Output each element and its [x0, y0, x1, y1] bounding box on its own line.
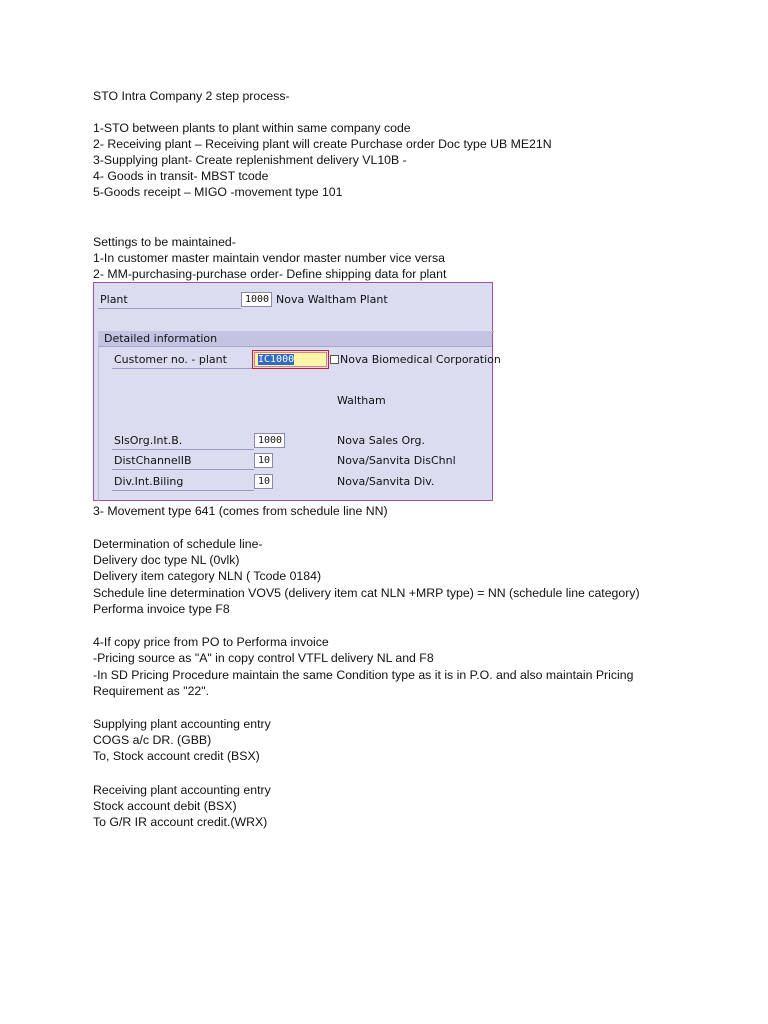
- doc-line: Determination of schedule line-: [93, 537, 263, 551]
- doc-line: Stock account debit (BSX): [93, 799, 237, 813]
- doc-line: 5-Goods receipt – MIGO -movement type 101: [93, 185, 343, 199]
- doc-line: To G/R IR account credit.(WRX): [93, 815, 268, 829]
- doc-line: COGS a/c DR. (GBB): [93, 733, 212, 747]
- doc-line: 2- MM-purchasing-purchase order- Define shipping data for plant: [93, 267, 447, 281]
- doc-line: Performa invoice type F8: [93, 602, 230, 616]
- doc-line: 3-Supplying plant- Create replenishment delivery VL10B -: [93, 153, 407, 167]
- doc-line: Schedule line determination VOV5 (delivery item cat NLN +MRP type) = NN (schedule line category): [93, 586, 640, 600]
- div-field[interactable]: 10: [254, 474, 273, 489]
- doc-line: -Pricing source as "A" in copy control VTFL delivery NL and F8: [93, 651, 434, 665]
- doc-line: Settings to be maintained-: [93, 235, 236, 249]
- value-help-icon[interactable]: [330, 355, 339, 364]
- doc-title: STO Intra Company 2 step process-: [93, 89, 290, 103]
- customer-label: Customer no. - plant: [114, 353, 227, 366]
- div-name: Nova/Sanvita Div.: [337, 475, 435, 488]
- doc-line: 1-STO between plants to plant within same company code: [93, 121, 411, 135]
- city: Waltham: [337, 394, 386, 407]
- doc-line: 3- Movement type 641 (comes from schedule line NN): [93, 504, 388, 518]
- div-underline: [112, 490, 254, 491]
- sap-screenshot: [93, 282, 501, 501]
- doc-line: 4-If copy price from PO to Performa invoice: [93, 635, 329, 649]
- doc-line: Delivery doc type NL (0vlk): [93, 553, 240, 567]
- doc-line: -In SD Pricing Procedure maintain the same Condition type as it is in P.O. and also maintain Pricing: [93, 668, 634, 682]
- section-title: Detailed information: [104, 332, 218, 345]
- distch-label: DistChannelIB: [114, 454, 192, 467]
- doc-line: Receiving plant accounting entry: [93, 783, 271, 797]
- slsorg-label: SlsOrg.Int.B.: [114, 434, 183, 447]
- doc-line: 2- Receiving plant – Receiving plant will create Purchase order Doc type UB ME21N: [93, 137, 552, 151]
- plant-underline: [98, 308, 241, 309]
- slsorg-underline: [112, 449, 254, 450]
- customer-name: Nova Biomedical Corporation: [340, 353, 501, 366]
- doc-line: Delivery item category NLN ( Tcode 0184): [93, 569, 322, 583]
- doc-line: 1-In customer master maintain vendor master number vice versa: [93, 251, 445, 265]
- plant-field[interactable]: 1000: [241, 292, 272, 307]
- distch-name: Nova/Sanvita DisChnl: [337, 454, 456, 467]
- doc-line: 4- Goods in transit- MBST tcode: [93, 169, 269, 183]
- doc-line: Supplying plant accounting entry: [93, 717, 271, 731]
- detail-section-header: [98, 331, 492, 347]
- customer-underline: [112, 368, 254, 369]
- div-label: Div.Int.Biling: [114, 475, 184, 488]
- slsorg-name: Nova Sales Org.: [337, 434, 425, 447]
- plant-name: Nova Waltham Plant: [276, 293, 388, 306]
- plant-label: Plant: [100, 293, 128, 306]
- customer-field[interactable]: IC1000: [254, 352, 327, 367]
- distch-underline: [112, 469, 254, 470]
- distch-field[interactable]: 10: [254, 453, 273, 468]
- doc-line: To, Stock account credit (BSX): [93, 749, 260, 763]
- slsorg-field[interactable]: 1000: [254, 433, 285, 448]
- doc-line: Requirement as "22".: [93, 684, 210, 698]
